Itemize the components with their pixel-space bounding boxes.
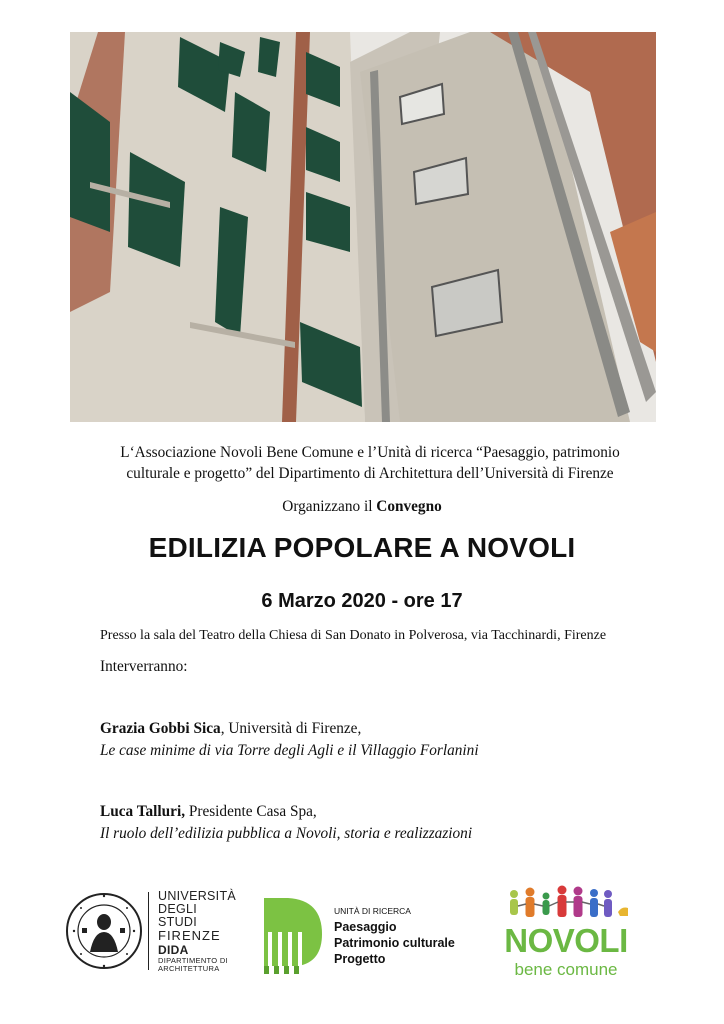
unifi-wordmark xyxy=(158,890,236,973)
speakers-heading: Interverranno: xyxy=(100,658,188,675)
speaker-name: Grazia Gobbi Sica xyxy=(100,720,221,737)
speaker-entry xyxy=(100,801,472,845)
unifi-line-3: FIRENZE xyxy=(158,928,221,943)
unita-line-3: Progetto xyxy=(334,952,386,966)
intro-line-1: L‘Associazione Novoli Bene Comune e l’Unità di ricerca “Paesaggio, patrimonio xyxy=(120,444,620,461)
university-seal-icon xyxy=(64,888,144,974)
intro-paragraph xyxy=(70,442,670,484)
speaker-name: Luca Talluri, xyxy=(100,803,186,820)
unita-wordmark xyxy=(334,906,455,967)
unifi-line-2: DEGLI STUDI xyxy=(158,902,198,929)
unita-line-2: Patrimonio culturale xyxy=(334,936,455,950)
speaker-talk: Il ruolo dell’edilizia pubblica a Novoli, storia e realizzazioni xyxy=(100,825,473,842)
speaker-entry xyxy=(100,718,479,762)
divider xyxy=(148,892,149,970)
unifi-dept-line-2: ARCHITETTURA xyxy=(158,964,220,973)
speaker-affiliation: , Università di Firenze, xyxy=(220,720,362,737)
piano-keys-icon xyxy=(258,892,330,978)
novoli-logo xyxy=(500,882,632,982)
unifi-logo xyxy=(64,888,237,978)
unita-small-label: UNITÀ DI RICERCA xyxy=(334,906,411,916)
building-photo xyxy=(70,32,656,422)
organizers-line xyxy=(0,498,724,516)
event-date: 6 Marzo 2020 - ore 17 xyxy=(261,590,463,612)
intro-line-2: culturale e progetto” del Dipartimento di Architettura dell’Università di Firenze xyxy=(126,465,614,482)
novoli-subtitle: bene comune xyxy=(514,960,618,979)
speaker-talk: Le case minime di via Torre degli Agli e il Villaggio Forlanini xyxy=(100,742,479,759)
unita-ricerca-logo xyxy=(258,892,470,978)
unifi-dept-short: DIDA xyxy=(158,943,189,957)
unifi-dept-line-1: DIPARTIMENTO DI xyxy=(158,956,228,965)
event-title: EDILIZIA POPOLARE A NOVOLI xyxy=(148,532,576,563)
unifi-line-1: UNIVERSITÀ xyxy=(158,889,237,903)
organizers-event-type: Convegno xyxy=(376,498,442,515)
organizers-prefix: Organizzano il xyxy=(282,498,377,515)
novoli-wordmark: NOVOLI xyxy=(504,922,628,959)
speaker-affiliation: Presidente Casa Spa, xyxy=(185,803,317,820)
event-venue: Presso la sala del Teatro della Chiesa di San Donato in Polverosa, via Tacchinardi, Firenze xyxy=(100,628,607,643)
unita-line-1: Paesaggio xyxy=(334,920,397,934)
people-group-icon xyxy=(500,882,632,926)
